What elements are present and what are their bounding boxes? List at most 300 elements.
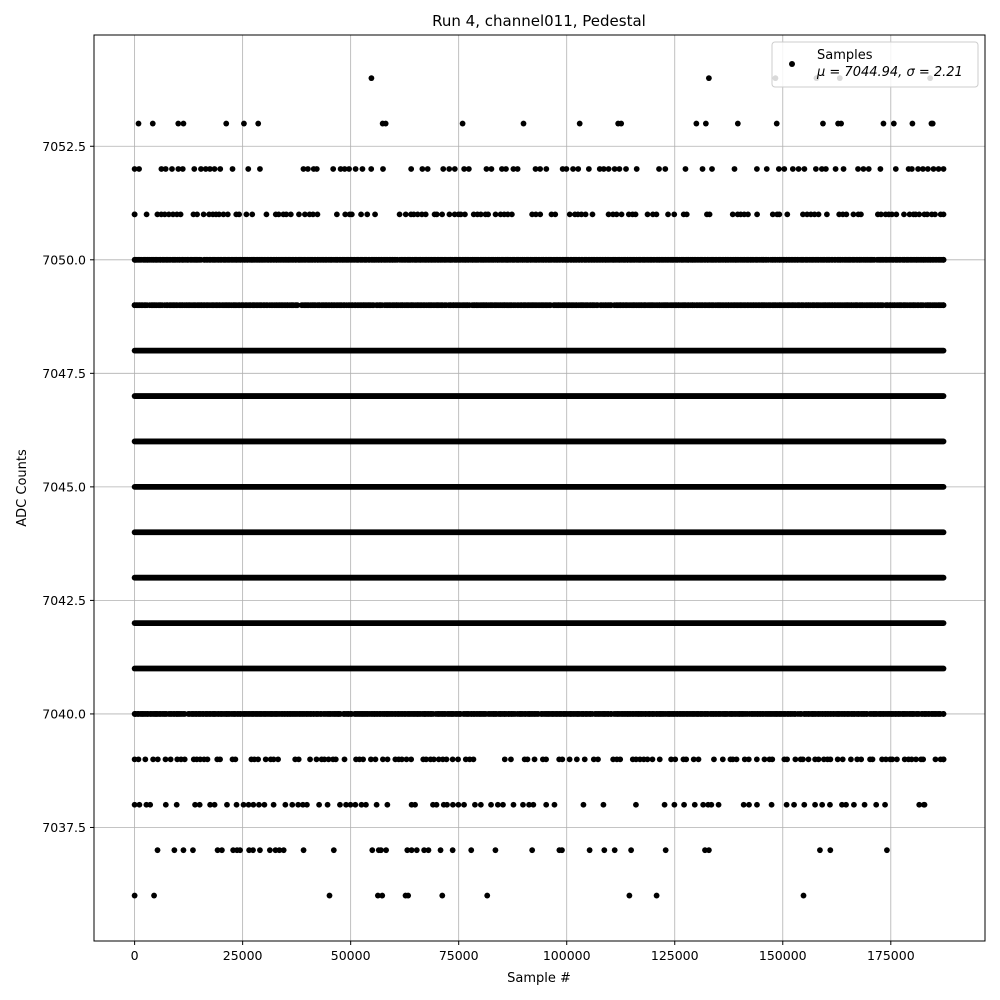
data-point [734,756,740,762]
data-point [833,166,839,172]
data-point [353,166,359,172]
data-point [241,802,247,808]
data-point [455,756,461,762]
data-point [155,756,161,762]
data-point [405,893,411,899]
data-point [333,756,339,762]
data-point [439,211,445,217]
chart-title: Run 4, channel011, Pedestal [432,12,646,30]
data-point [249,211,255,217]
data-point [378,847,384,853]
data-point [936,166,942,172]
data-point [500,802,506,808]
data-point [801,166,807,172]
x-axis-label: Sample # [507,971,571,986]
data-point [706,75,712,81]
data-point [132,893,138,899]
data-point [920,756,926,762]
data-point [234,802,240,808]
data-point [511,802,517,808]
data-point [289,802,295,808]
data-point [444,756,450,762]
data-point [792,756,798,762]
data-point [296,756,302,762]
data-point [219,847,225,853]
y-tick-label: 7040.0 [42,706,86,722]
data-point [236,211,242,217]
data-point [374,802,380,808]
data-point [881,121,887,127]
data-point [681,802,687,808]
data-point [178,211,184,217]
data-point [503,166,509,172]
data-point [796,166,802,172]
data-point [671,802,677,808]
data-point [784,211,790,217]
data-point [217,166,223,172]
data-point [893,166,899,172]
data-point [263,756,269,762]
data-point [250,847,256,853]
data-point [223,121,229,127]
data-point [257,166,263,172]
data-point [855,166,861,172]
y-tick-label: 7050.0 [42,252,86,268]
data-point [925,166,931,172]
data-point [337,802,343,808]
data-point [835,756,841,762]
legend-stats: μ = 7044.94, σ = 2.21 [817,65,963,80]
x-tick-label: 125000 [650,948,699,963]
data-point [626,893,632,899]
data-point [582,756,588,762]
data-point [567,211,573,217]
data-point [412,802,418,808]
data-point [438,847,444,853]
data-point [741,802,747,808]
data-point [583,211,589,217]
data-point [606,166,612,172]
data-point [623,166,629,172]
data-point [484,893,490,899]
data-point [383,121,389,127]
data-point [155,847,161,853]
data-point [440,166,446,172]
data-point [617,756,623,762]
data-point [941,302,947,308]
data-point [132,302,138,308]
data-point [342,756,348,762]
data-point [282,802,288,808]
data-point [446,166,452,172]
data-point [619,211,625,217]
data-point [489,166,495,172]
legend-marker [789,61,795,67]
data-point [769,802,775,808]
data-point [201,211,207,217]
data-point [175,121,181,127]
data-point [425,166,431,172]
data-point [163,802,169,808]
data-point [346,166,352,172]
data-point [532,756,538,762]
data-point [447,211,453,217]
y-tick-label: 7042.5 [42,592,86,608]
data-point [191,166,197,172]
data-point [920,166,926,172]
data-point [941,257,947,263]
data-point [894,756,900,762]
data-point [217,756,223,762]
data-point [941,711,947,717]
data-point [732,166,738,172]
data-point [827,802,833,808]
data-point [369,847,375,853]
data-point [774,121,780,127]
data-point [645,211,651,217]
data-point [800,756,806,762]
data-point [450,847,456,853]
data-point [543,802,549,808]
data-point [330,166,336,172]
data-point [414,847,420,853]
data-point [230,166,236,172]
data-point [397,211,403,217]
data-point [450,756,456,762]
data-point [754,211,760,217]
data-point [884,847,890,853]
data-point [255,121,261,127]
legend-label: Samples [817,48,873,63]
data-point [543,166,549,172]
data-point [256,802,262,808]
data-point [380,166,386,172]
data-point [861,166,867,172]
data-point [552,211,558,217]
data-point [358,211,364,217]
data-point [314,166,320,172]
data-point [662,802,668,808]
data-point [866,166,872,172]
data-point [369,75,375,81]
data-point [662,166,668,172]
data-point [307,756,313,762]
data-point [232,756,238,762]
data-point [360,166,366,172]
data-point [521,121,527,127]
data-point [745,211,751,217]
data-point [628,847,634,853]
data-point [933,756,939,762]
data-point [455,802,461,808]
data-point [525,756,531,762]
data-point [379,893,385,899]
data-point [180,166,186,172]
data-point [840,756,846,762]
data-point [816,756,822,762]
data-point [212,802,218,808]
data-point [781,166,787,172]
data-point [171,847,177,853]
x-tick-label: 25000 [222,948,263,963]
data-point [144,211,150,217]
data-point [472,802,478,808]
data-point [941,211,947,217]
data-point [408,166,414,172]
data-point [296,211,302,217]
data-point [255,756,261,762]
data-point [271,802,277,808]
data-point [813,166,819,172]
data-point [509,211,515,217]
data-point [384,802,390,808]
data-point [349,211,355,217]
data-point [197,802,203,808]
data-point [132,211,138,217]
data-point [471,756,477,762]
data-point [434,211,440,217]
data-point [182,756,188,762]
y-tick-label: 7047.5 [42,365,86,381]
data-point [650,756,656,762]
data-point [930,121,936,127]
data-point [468,847,474,853]
data-point [352,802,358,808]
data-point [703,121,709,127]
data-point [169,166,175,172]
data-point [559,847,565,853]
data-point [132,166,138,172]
data-point [316,802,322,808]
data-point [484,166,490,172]
data-point [212,166,218,172]
data-point [922,802,928,808]
data-point [587,847,593,853]
data-point [891,121,897,127]
data-point [776,211,782,217]
data-point [735,121,741,127]
data-point [784,756,790,762]
data-point [601,847,607,853]
data-point [612,847,618,853]
data-point [820,121,826,127]
data-point [932,211,938,217]
data-point [684,211,690,217]
data-point [754,756,760,762]
data-point [720,756,726,762]
data-point [633,802,639,808]
data-point [334,211,340,217]
data-point [812,802,818,808]
data-point [163,756,169,762]
data-point [267,847,273,853]
data-point [762,756,768,762]
data-point [910,121,916,127]
data-point [838,121,844,127]
data-point [877,166,883,172]
data-point [403,211,409,217]
data-point [281,847,287,853]
data-point [530,802,536,808]
data-point [460,121,466,127]
data-point [893,211,899,217]
data-point [174,802,180,808]
data-point [325,802,331,808]
data-point [515,166,521,172]
data-point [590,211,596,217]
data-point [941,166,947,172]
data-point [696,756,702,762]
data-point [586,166,592,172]
data-point [848,756,854,762]
data-point [575,166,581,172]
data-point [168,756,174,762]
data-point [331,847,337,853]
data-point [577,121,583,127]
data-point [142,756,148,762]
data-point [909,166,915,172]
data-point [194,211,200,217]
data-point [383,847,389,853]
data-point [806,756,812,762]
data-point [671,211,677,217]
data-point [408,756,414,762]
data-point [858,211,864,217]
data-point [916,211,922,217]
data-point [537,211,543,217]
data-point [132,711,138,717]
data-point [423,211,429,217]
data-point [431,756,437,762]
data-point [537,166,543,172]
data-point [136,121,142,127]
data-point [819,802,825,808]
data-point [665,211,671,217]
data-point [261,802,267,808]
data-point [478,802,484,808]
data-point [656,166,662,172]
data-point [843,211,849,217]
data-point [567,756,573,762]
data-point [716,802,722,808]
data-point [363,802,369,808]
data-point [801,893,807,899]
data-point [245,166,251,172]
data-point [570,166,576,172]
data-point [327,893,333,899]
x-tick-label: 50000 [330,948,371,963]
data-point [543,756,549,762]
data-point [132,756,138,762]
data-point [315,211,321,217]
data-point [654,893,660,899]
data-point [434,802,440,808]
data-point [827,847,833,853]
x-tick-label: 150000 [758,948,807,963]
data-point [862,802,868,808]
data-point [151,893,157,899]
data-point [581,802,587,808]
data-point [790,166,796,172]
data-point [776,166,782,172]
data-point [851,802,857,808]
data-point [618,121,624,127]
x-tick-label: 75000 [438,948,479,963]
data-point [508,756,514,762]
data-point [243,211,249,217]
data-point [450,802,456,808]
data-point [559,756,565,762]
data-point [372,211,378,217]
data-point [495,802,501,808]
data-point [708,802,714,808]
data-point [439,893,445,899]
data-point [617,166,623,172]
data-point [409,847,415,853]
data-point [305,166,311,172]
data-point [419,166,425,172]
data-point [672,756,678,762]
data-point [941,756,947,762]
data-point [614,211,620,217]
data-point [304,802,310,808]
data-point [257,847,263,853]
data-point [181,121,187,127]
data-point [132,257,138,263]
data-point [444,802,450,808]
data-point [493,847,499,853]
data-point [147,802,153,808]
data-point [250,802,256,808]
data-point [426,847,432,853]
legend [772,42,978,87]
data-point [654,211,660,217]
data-point [754,802,760,808]
data-point [858,756,864,762]
data-point [692,802,698,808]
data-point [368,166,374,172]
data-point [711,756,717,762]
data-point [693,121,699,127]
data-point [181,847,187,853]
data-point [373,756,379,762]
x-tick-label: 0 [130,948,139,963]
data-point [529,847,535,853]
data-point [595,756,601,762]
data-point [364,211,370,217]
data-point [275,756,281,762]
data-point [931,166,937,172]
data-point [870,756,876,762]
data-point [764,166,770,172]
data-point [190,847,196,853]
data-point [700,166,706,172]
data-point [601,802,607,808]
data-point [913,756,919,762]
data-point [882,802,888,808]
data-point [360,756,366,762]
data-point [150,121,156,127]
data-point [488,802,494,808]
data-point [824,211,830,217]
plot-area [94,35,985,941]
y-tick-label: 7037.5 [42,819,86,835]
data-point [241,121,247,127]
data-point [707,211,713,217]
x-tick-label: 100000 [542,948,591,963]
data-point [823,166,829,172]
data-point [873,802,879,808]
